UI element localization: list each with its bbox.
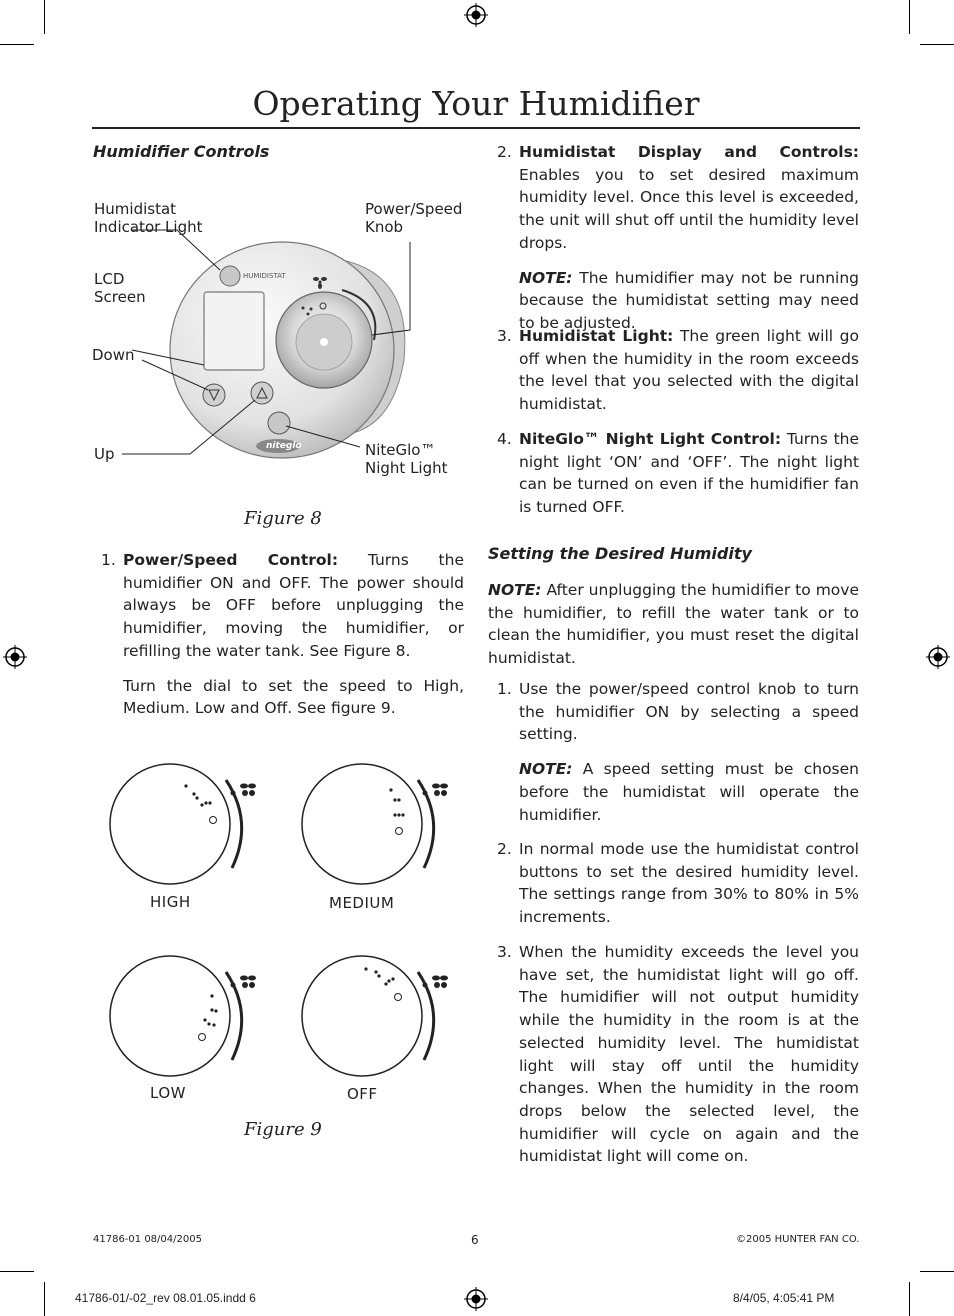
dial-label-low: LOW bbox=[150, 1084, 186, 1102]
item-bold-label: NiteGlo™ Night Light Control: bbox=[519, 430, 782, 448]
list-item bbox=[497, 838, 859, 929]
list-item bbox=[497, 325, 859, 416]
title-rule bbox=[92, 127, 860, 129]
crop-mark bbox=[44, 0, 45, 34]
dial-label-off: OFF bbox=[347, 1085, 378, 1103]
item-text: Enables you to set desired maximum humidity level. Once this level is exceeded, the unit will shut off until the humidity level drops. bbox=[519, 165, 859, 252]
device-humidistat-text: HUMIDISTAT bbox=[243, 272, 286, 280]
label-niteglo: NiteGlo™ Night Light bbox=[365, 441, 448, 477]
section-heading-controls: Humidifier Controls bbox=[93, 142, 270, 161]
note-label: NOTE: bbox=[519, 268, 573, 287]
list-item bbox=[101, 549, 464, 720]
item-number: 3. bbox=[497, 943, 512, 961]
footer-page-number: 6 bbox=[471, 1233, 479, 1247]
note-label: NOTE: bbox=[488, 581, 542, 599]
crop-mark bbox=[909, 0, 910, 34]
crop-mark bbox=[44, 1282, 45, 1316]
item-number: 4. bbox=[497, 430, 512, 448]
item-number: 1. bbox=[101, 551, 116, 569]
label-humidistat-indicator: Humidistat Indicator Light bbox=[94, 200, 203, 236]
dial-high-illustration bbox=[108, 760, 268, 890]
dial-low-illustration bbox=[108, 952, 268, 1082]
dial-label-high: HIGH bbox=[150, 893, 191, 911]
crop-mark bbox=[920, 1271, 954, 1272]
crop-mark bbox=[920, 44, 954, 45]
crop-mark bbox=[0, 1271, 34, 1272]
list-item bbox=[497, 141, 859, 335]
registration-mark-icon bbox=[926, 645, 950, 669]
figure-9-caption: Figure 9 bbox=[244, 1119, 322, 1140]
registration-mark-icon bbox=[3, 645, 27, 669]
item-text: Turns the humidifier ON and OFF. The power should always be OFF before unplugging the humidifier, moving the humidifier, or refilling the water tank. See Figure 8. bbox=[123, 551, 464, 660]
list-item bbox=[497, 678, 859, 826]
item-text: The green light will go off when the humidity in the room exceeds the level that you selected with the digital humidistat. bbox=[519, 327, 859, 414]
note-text: The humidifier may not be running because the humidistat setting may need to be adjusted. bbox=[519, 268, 859, 332]
dial-label-medium: MEDIUM bbox=[329, 894, 395, 912]
note-text: A speed setting must be chosen before the humidistat will operate the humidifier. bbox=[519, 760, 859, 824]
figure-8-caption: Figure 8 bbox=[244, 508, 322, 529]
list-item bbox=[497, 941, 859, 1168]
item-paragraph: Turn the dial to set the speed to High, Medium. Low and Off. See figure 9. bbox=[123, 676, 464, 718]
item-text: Use the power/speed control knob to turn the humidifier ON by selecting a speed setting. bbox=[519, 680, 859, 744]
label-power-speed-knob: Power/Speed Knob bbox=[365, 200, 463, 236]
item-number: 2. bbox=[497, 143, 512, 161]
crop-mark bbox=[0, 44, 34, 45]
crop-mark bbox=[909, 1282, 910, 1316]
label-lcd-screen: LCD Screen bbox=[94, 270, 146, 306]
slug-timestamp: 8/4/05, 4:05:41 PM bbox=[733, 1291, 835, 1305]
label-down: Down bbox=[92, 346, 135, 364]
item-bold-label: Power/Speed Control: bbox=[123, 551, 339, 569]
section-note bbox=[488, 579, 859, 670]
item-bold-label: Humidistat Display and Controls: bbox=[519, 143, 859, 161]
slug-filename: 41786-01/-02_rev 08.01.05.indd 6 bbox=[75, 1291, 256, 1305]
item-text: In normal mode use the humidistat control buttons to set the desired humidity level. The settings range from 30% to 80% in 5% increments. bbox=[519, 840, 859, 927]
item-text: Turns the night light ‘ON’ and ‘OFF’. The night light can be turned on even if the humidifier fan is turned OFF. bbox=[519, 430, 860, 517]
footer-doc-id: 41786-01 08/04/2005 bbox=[93, 1234, 202, 1245]
dial-off-illustration bbox=[300, 952, 460, 1082]
dial-medium-illustration bbox=[300, 760, 460, 890]
item-number: 2. bbox=[497, 840, 512, 858]
label-up: Up bbox=[94, 445, 115, 463]
note-text: After unplugging the humidifier to move the humidifier, to refill the water tank or to clean the humidifier, you must reset the digital humidistat. bbox=[488, 581, 859, 668]
page-title: Operating Your Humidifier bbox=[252, 84, 700, 123]
footer-copyright: ©2005 HUNTER FAN CO. bbox=[736, 1234, 860, 1245]
device-brand-text: niteglo bbox=[266, 441, 302, 451]
registration-mark-icon bbox=[464, 1287, 488, 1311]
item-number: 3. bbox=[497, 327, 512, 345]
section-heading-setting-humidity: Setting the Desired Humidity bbox=[488, 544, 752, 563]
registration-mark-icon bbox=[464, 3, 488, 27]
item-bold-label: Humidistat Light: bbox=[519, 327, 674, 345]
list-item bbox=[497, 428, 859, 519]
item-text: When the humidity exceeds the level you have set, the humidistat light will go off. The humidifier will not output humidity while the humidity in the room is at the selected humidity level. The humidistat light will stay off until the humidity changes. When the humidity in the room drops below the selected level, the humidifier will cycle on again and the humidistat light will come on. bbox=[519, 943, 859, 1166]
item-number: 1. bbox=[497, 680, 512, 698]
note-label: NOTE: bbox=[519, 760, 573, 779]
